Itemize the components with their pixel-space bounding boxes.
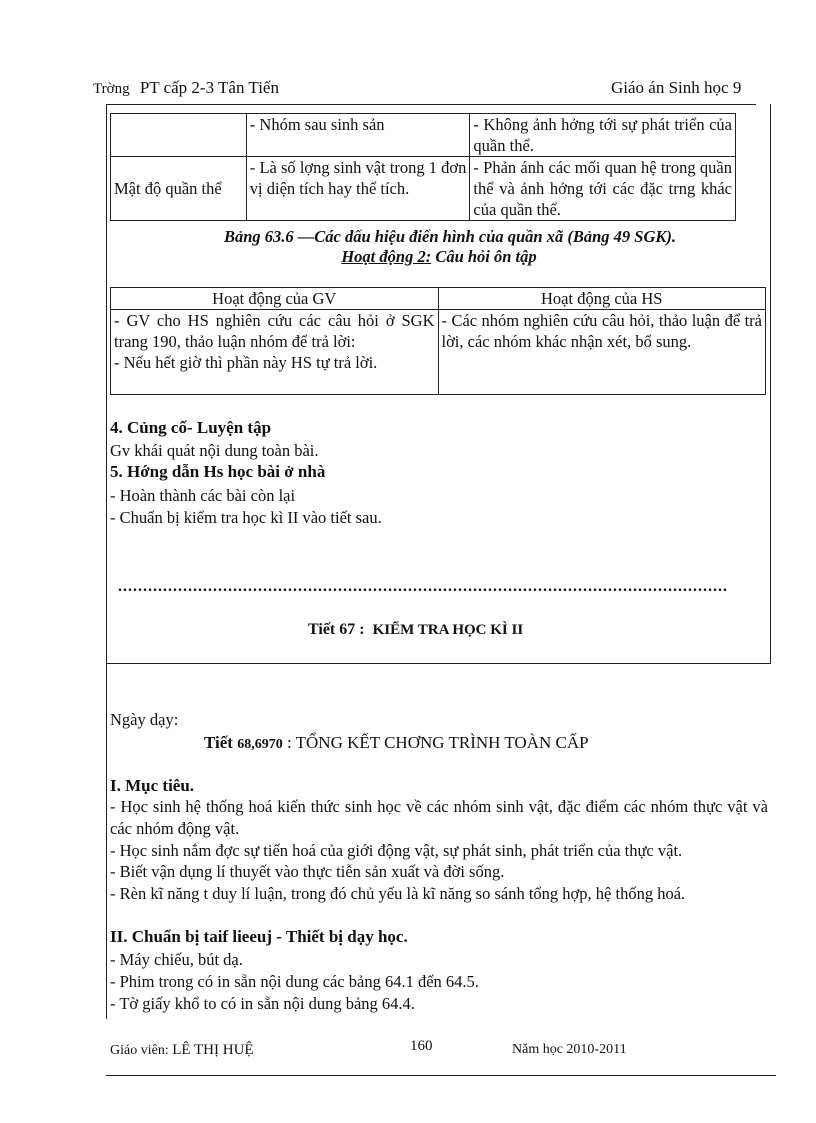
table-cell: - Không ảnh hởng tới sự phát triển của quần thể. [470, 114, 736, 157]
footer-teacher [110, 1042, 254, 1059]
section-5-line-1: - Hoàn thành các bài còn lại [110, 486, 296, 505]
table-cell [111, 114, 247, 157]
section-rule [106, 663, 770, 664]
footer-rule [106, 1075, 776, 1076]
lesson-68-title: : TỔNG KẾT CHƠNG TRÌNH TOÀN CẤP [286, 733, 589, 752]
objective-item-4: - Rèn kĩ năng t duy lí luận, trong đó chủ yếu là kĩ năng so sánh tổng hợp, hệ thống hoá. [110, 884, 686, 903]
section-5-title: 5. Hớng dẫn Hs học bài ở nhà [110, 462, 326, 481]
table-cell: - Các nhóm nghiên cứu câu hỏi, thảo luận để trả lời, các nhóm khác nhận xét, bổ sung. [438, 310, 766, 395]
header-rule [106, 104, 756, 105]
table-row [111, 157, 736, 221]
table-cell: - Nhóm sau sinh sản [246, 114, 470, 157]
left-margin-line [106, 104, 107, 1019]
table-cell [111, 310, 439, 395]
population-table [110, 113, 736, 221]
preparation-item-2: - Phim trong có in sẵn nội dung các bảng 64.1 đến 64.5. [110, 972, 479, 991]
table-caption: Bảng 63.6 —Các dấu hiệu điển hình của quần xã (Bảng 49 SGK). [223, 227, 677, 246]
table-row [111, 114, 736, 157]
footer-teacher-label: Giáo viên: [110, 1043, 169, 1058]
table-cell: Mật độ quần thể [111, 157, 247, 221]
header-school [93, 78, 279, 98]
header-school-name: PT cấp 2-3 Tân Tiến [139, 78, 279, 97]
preparation-title: II. Chuẩn bị taif lieeuj - Thiết bị dạy học. [110, 927, 408, 946]
activity-text: Câu hỏi ôn tập [431, 247, 537, 266]
activity-label: Hoạt động 2: [341, 247, 432, 266]
header-school-prefix: Trờng [93, 81, 130, 97]
footer-page-number: 160 [410, 1038, 433, 1054]
footer-teacher-name: LÊ THỊ HUỆ [172, 1042, 254, 1058]
activity-table [110, 287, 766, 395]
objectives-title: I. Mục tiêu. [110, 776, 195, 795]
teaching-date-label: Ngày dạy: [110, 710, 179, 729]
gv-activity: - GV cho HS nghiên cứu các câu hỏi ở SGK trang 190, thảo luận nhóm để trả lời: [114, 311, 435, 351]
section-4-title: 4. Củng cố- Luyện tập [110, 418, 272, 437]
table-header: Hoạt động của HS [438, 288, 766, 310]
objective-item-3: - Biết vận dụng lí thuyết vào thực tiễn sản xuất và đời sống. [110, 862, 505, 881]
right-margin-line [770, 104, 771, 664]
dotted-separator: .......................................................................................................................... [118, 578, 728, 595]
table-cell: - Phản ánh các mối quan hệ trong quần thể và ảnh hởng tới các đặc trng khác của quần thể. [470, 157, 736, 221]
table-row [111, 310, 766, 395]
table-header-row [111, 288, 766, 310]
gv-activity-2: - Nếu hết giờ thì phần này HS tự trả lời. [114, 353, 378, 372]
lesson-67-heading [308, 621, 523, 639]
objective-item-2: - Học sinh nắm đợc sự tiến hoá của giới động vật, sự phát sinh, phát triển của thực vật. [110, 841, 683, 860]
objective-item-1: - Học sinh hệ thống hoá kiến thức sinh học về các nhóm sinh vật, đặc điểm các nhóm thực vật và các nhóm động vật. [110, 797, 768, 838]
table-cell: - Là số lợng sinh vật trong 1 đơn vị diện tích hay thể tích. [246, 157, 470, 221]
activity-heading [110, 247, 768, 267]
preparation-item-3: - Tờ giấy khổ to có in sẵn nội dung bảng 64.4. [110, 994, 415, 1013]
lesson-68-heading [204, 733, 589, 753]
table-header: Hoạt động của GV [111, 288, 439, 310]
section-4-line: Gv khái quát nội dung toàn bài. [110, 441, 319, 460]
lesson-68-number: 68,6970 [237, 737, 283, 752]
footer-school-year: Năm học 2010-2011 [512, 1042, 627, 1057]
section-5-line-2: - Chuẩn bị kiểm tra học kì II vào tiết sau. [110, 508, 382, 527]
lesson-67-title: KIỂM TRA HỌC KÌ II [372, 622, 524, 638]
preparation-item-1: - Máy chiếu, bút dạ. [110, 950, 243, 969]
lesson-68-label: Tiết [204, 733, 233, 752]
lesson-67-label: Tiết 67 : [308, 621, 365, 638]
header-subject: Giáo án Sinh học 9 [611, 78, 742, 97]
